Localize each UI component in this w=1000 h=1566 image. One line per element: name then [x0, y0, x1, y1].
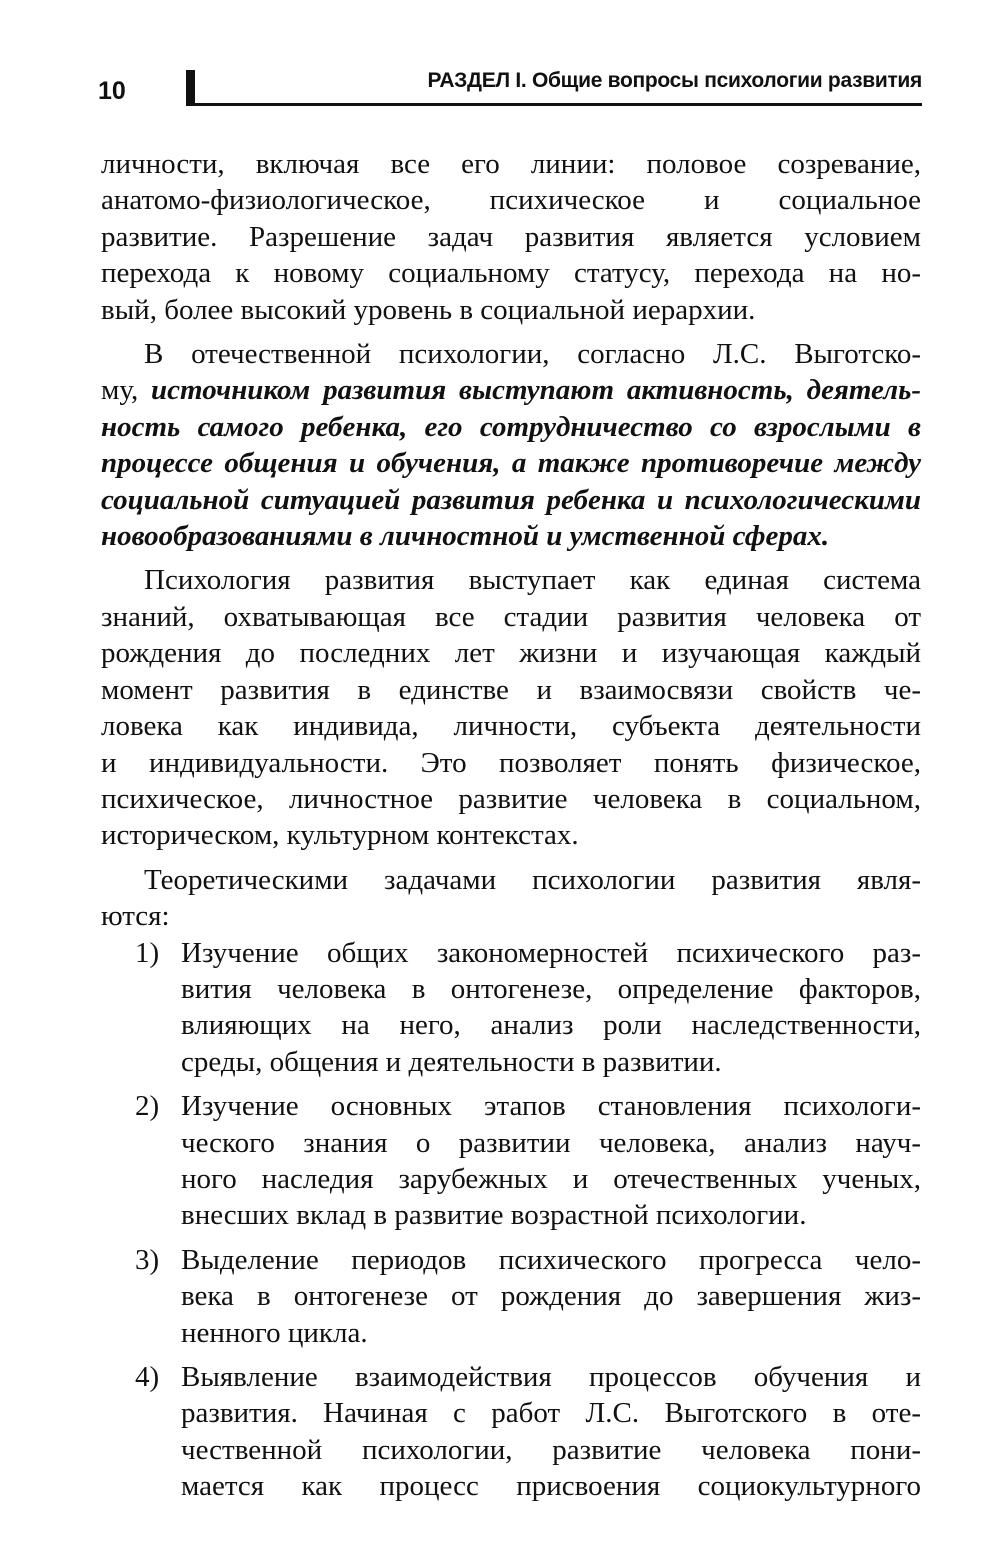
text-line: ческого знания о развитии человека, анализ науч- [181, 1126, 921, 1159]
text-line [101, 372, 921, 408]
list-number: 4) [135, 1361, 160, 1393]
text-line: среды, общения и деятельности в развитии. [181, 1045, 722, 1078]
emphasized-text: процессе общения и обучения, а также противоречие между [101, 447, 921, 480]
running-header [98, 62, 922, 106]
text-line: анатомо-физиологическое, психическое и социальное [101, 184, 921, 217]
text-line: рождения до последних лет жизни и изучающая каждый [101, 637, 921, 670]
emphasized-text: новообразованиями в личностной и умственной сферах. [101, 520, 830, 553]
text-line: чественной психологии, развитие человека пони- [181, 1433, 921, 1466]
paragraph-tasks-intro [101, 862, 921, 935]
section-title: РАЗДЕЛ I. Общие вопросы психологии развития [427, 69, 922, 92]
text-line: века в онтогенезе от рождения до завершения жиз- [181, 1280, 921, 1313]
text-line: перехода к новому социальному статусу, перехода на но- [101, 257, 921, 290]
list-item [101, 935, 921, 1081]
page-number: 10 [98, 77, 126, 105]
text-line: вый, более высокий уровень в социальной иерархии. [101, 293, 756, 326]
text-line: Выделение периодов психического прогресса чело- [181, 1243, 921, 1276]
emphasized-text: источником развития выступают активность, деятель- [151, 374, 921, 407]
paragraph-vygotsky [101, 336, 921, 554]
paragraph-system [101, 562, 921, 853]
text-line: Психология развития выступает как единая система [144, 564, 921, 597]
text-line: влияющих на него, анализ роли наследственности, [181, 1009, 921, 1042]
text-line: внесших вклад в развитие возрастной психологии. [181, 1199, 807, 1232]
text-line: Изучение основных этапов становления психологи- [181, 1090, 921, 1123]
emphasized-text: социальной ситуацией развития ребенка и психологическими [101, 483, 921, 516]
text-line: ненного цикла. [181, 1316, 368, 1349]
text-line: ного наследия зарубежных и отечественных ученых, [181, 1162, 921, 1195]
text-line: В отечественной психологии, согласно Л.С. Выготско- [144, 338, 921, 371]
list-number: 1) [135, 936, 160, 969]
paragraph-continuation [101, 146, 921, 328]
text-line: Выявление взаимодействия процессов обучения и [181, 1361, 921, 1393]
list-item [101, 1359, 921, 1505]
text-line: мается как процесс присвоения социокультурного [181, 1470, 921, 1503]
list-number: 2) [135, 1090, 160, 1123]
header-bar-mark [186, 70, 195, 106]
text-fragment: му, [101, 374, 152, 407]
text-line: Изучение общих закономерностей психического раз- [181, 936, 921, 969]
text-line: развития. Начиная с работ Л.С. Выготского в оте- [181, 1397, 921, 1430]
text-line: психическое, личностное развитие человека в социальном, [101, 782, 921, 815]
text-line: ловека как индивида, личности, субъекта деятельности [101, 710, 921, 743]
tasks-list [101, 935, 921, 1505]
text-line: историческом, культурном контекстах. [101, 819, 579, 852]
emphasized-text: ность самого ребенка, его сотрудничество со взрослыми в [101, 410, 921, 443]
text-line: и индивидуальности. Это позволяет понять физическое, [101, 746, 921, 779]
text-line: момент развития в единстве и взаимосвязи свойств че- [101, 673, 921, 706]
page-body [101, 146, 921, 1505]
text-line: ются: [101, 900, 170, 933]
header-rule [186, 103, 922, 106]
text-line: личности, включая все его линии: половое созревание, [101, 148, 921, 180]
text-line: развитие. Разрешение задач развития является условием [101, 220, 921, 253]
text-line: Теоретическими задачами психологии развития явля- [144, 863, 921, 896]
list-number: 3) [135, 1243, 160, 1276]
list-item [101, 1242, 921, 1351]
text-line: вития человека в онтогенезе, определение факторов, [181, 972, 921, 1005]
text-line: знаний, охватывающая все стадии развития человека от [101, 600, 921, 633]
list-item [101, 1088, 921, 1234]
